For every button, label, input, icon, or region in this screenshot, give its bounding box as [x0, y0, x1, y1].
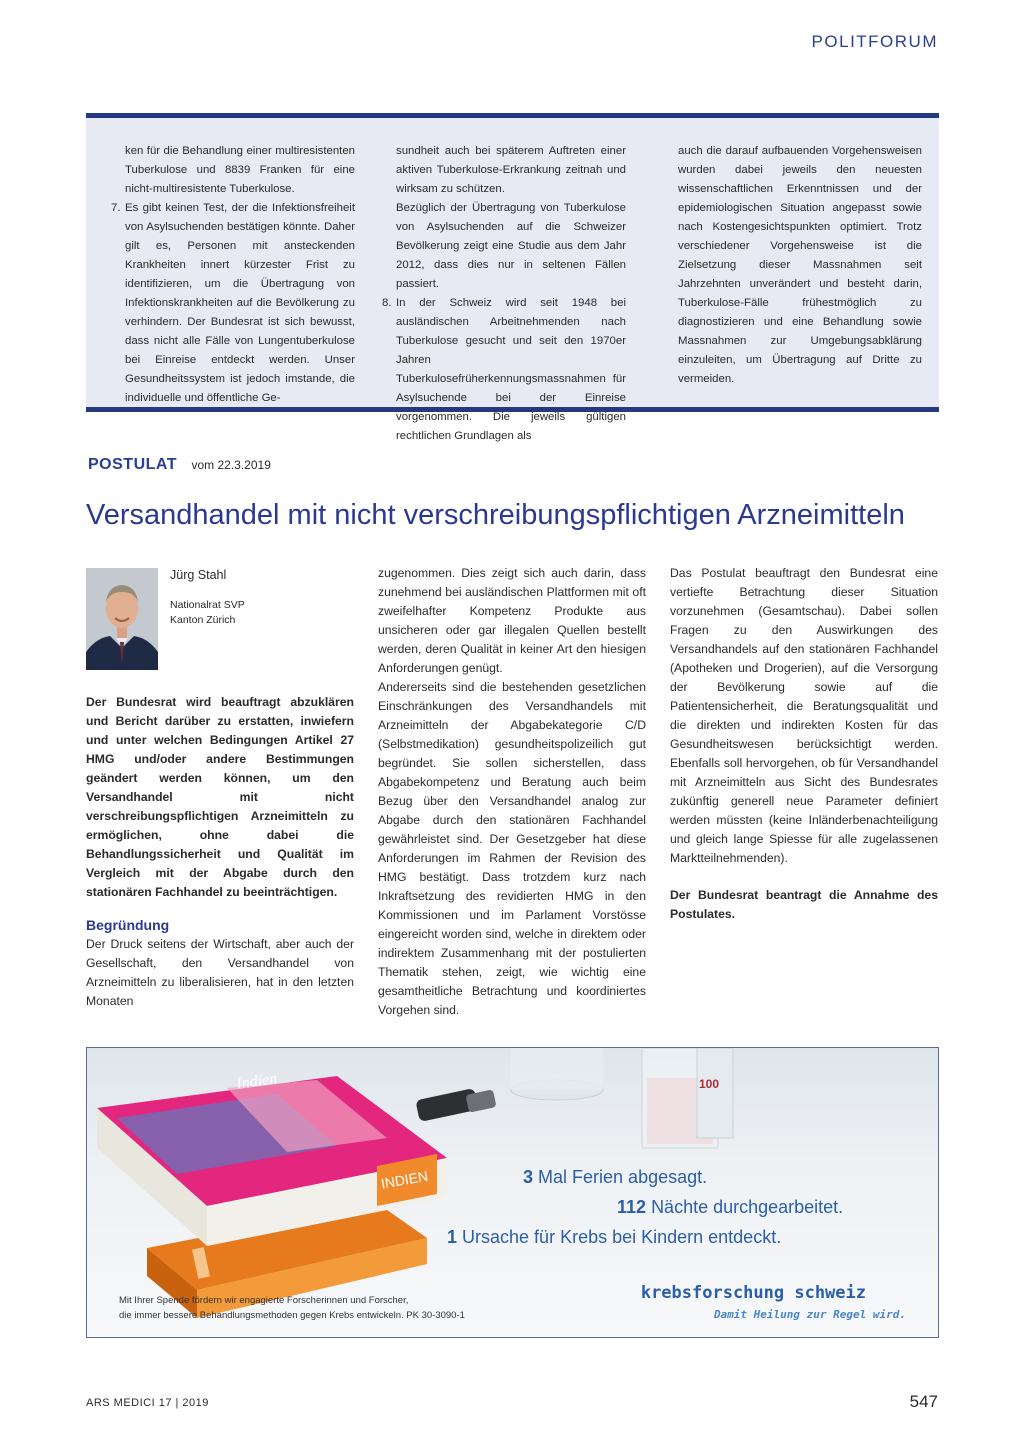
ad-text: Mal Ferien abgesagt.	[538, 1167, 708, 1187]
ad-fineprint-line: die immer bessere Behandlungsmethoden gegen Krebs entwickeln. PK 30-3090-1	[119, 1310, 465, 1321]
list-number: 7.	[111, 202, 121, 214]
list-text: Es gibt keinen Test, der die Infektionsfreiheit von Asylsuchenden bestätigen könnte. Daher gilt es, Personen mit ansteckenden Krankheiten innert kürzester Frist zu identifizieren, um die Übertragung von Infektionskrankheiten auf die Bevölkerung zu verhindern. Der Bundesrat ist sich bewusst, dass nicht alle Fälle von Lungentuberkulose bei Einreise entdeckt werden. Unser Gesundheitssystem ist jedoch imstande, die individuelle und öffentliche Ge-	[125, 202, 355, 404]
book-spine-title: INDIEN	[379, 1167, 430, 1192]
author-canton: Kanton Zürich	[170, 614, 236, 626]
box-list-item-8	[382, 294, 626, 446]
box-column-3	[678, 142, 922, 389]
closing-paragraph: Der Bundesrat beantragt die Annahme des Postulates.	[670, 888, 938, 921]
postulat-date: vom 22.3.2019	[191, 458, 271, 472]
ad-text: Ursache für Krebs bei Kindern entdeckt.	[462, 1227, 782, 1247]
continuation-box	[86, 113, 939, 442]
ad-number: 112	[617, 1197, 647, 1217]
ad-headline-2	[617, 1197, 843, 1218]
brand-logo: krebsforschung schweiz	[640, 1283, 866, 1303]
box-paragraph: sundheit auch bei späterem Auftreten einer aktiven Tuberkulose-Erkrankung zeitnah und wirksam zu schützen.	[396, 145, 626, 195]
box-column-1	[111, 142, 355, 408]
book-cover-title: Indien	[235, 1070, 279, 1093]
section-subhead: Begründung	[86, 917, 170, 933]
box-paragraph: auch die darauf aufbauenden Vorgehensweisen wurden dabei jeweils den neuesten wissenschaftlichen Erkenntnissen und der epidemiologischen Situation angepasst sowie nach Kostengesichtspunkten optimiert. Trotz verschiedener Vorgehensweise ist die Zielsetzung dieser Massnahmen seit Jahrzehnten unverändert und besteht darin, Tuberkulose-Fälle frühestmöglich zu diagnostizieren und eine Behandlung sowie Massnahmen zur Umgebungsabklärung einzuleiten, um Übertragung auf Dritte zu vermeiden.	[678, 145, 922, 385]
box-paragraph: Bezüglich der Übertragung von Tuberkulose von Asylsuchenden auf die Schweizer Bevölkerung zeigt eine Studie aus dem Jahr 2012, dass dies nur in seltenen Fällen passiert.	[396, 202, 626, 290]
author-photo	[86, 568, 158, 670]
box-paragraph: ken für die Behandlung einer multiresistenten Tuberkulose und 8839 Franken für eine nicht-multiresistente Tuberkulose.	[125, 145, 355, 195]
ad-headline-3	[447, 1227, 781, 1248]
advertisement[interactable]	[86, 1047, 939, 1338]
box-list-item-7	[111, 199, 355, 408]
ad-fineprint	[119, 1293, 465, 1323]
article-column-1	[86, 693, 354, 1011]
postulat-header	[88, 456, 271, 474]
lead-paragraph: Der Bundesrat wird beauftragt abzuklären und Bericht darüber zu erstatten, inwiefern und unter welchen Bedingungen Artikel 27 HMG und/oder andere Bestimmungen geändert werden können, um den Versandhandel mit nicht verschreibungspflichtigen Arzneimitteln zu ermöglichen, ohne dabei die Behandlungssicherheit und Qualität im Vergleich mit der Abgabe durch den stationären Fachhandel zu beeinträchtigen.	[86, 695, 354, 899]
list-number: 8.	[382, 297, 392, 309]
section-label: POLITFORUM	[811, 32, 938, 51]
body-paragraph: zugenommen. Dies zeigt sich auch darin, dass zunehmend bei ausländischen Plattformen mit oft zweifelhafter Kompetenz Produkte aus unsicheren oder gar illegalen Quellen bestellt werden, deren Qualität in keiner Art den hiesigen Anforderungen genügt.	[378, 566, 646, 675]
article-column-3	[670, 564, 938, 924]
author-role: Nationalrat SVP	[170, 599, 245, 611]
ad-text: Nächte durchgearbeitet.	[651, 1197, 844, 1217]
article-column-2	[378, 564, 646, 1020]
ad-fineprint-line: Mit Ihrer Spende fördern wir engagierte Forscherinnen und Forscher,	[119, 1295, 409, 1306]
brand-tagline: Damit Heilung zur Regel wird.	[713, 1308, 906, 1321]
ad-number: 3	[523, 1167, 534, 1187]
body-paragraph: Andererseits sind die bestehenden gesetzlichen Einschränkungen des Versandhandels mit Arzneimitteln der Abgabekategorie C/D (Selbstmedikation) gesundheitspolizeilich gut begründet. Sie sollen sicherstellen, dass Abgabekompetenz und Beratung auch beim Bezug über den Versandhandel analog zur Abgabe durch den stationären Fachhandel gewährleistet sind. Der Gesetzgeber hat diese Anforderungen im Rahmen der Revision des HMG bestätigt. Dass trotzdem kurz nach Inkraftsetzung des revidierten HMG in den Kommissionen und im Parlament Vorstösse eingereicht worden sind, welche in direktem oder indirektem Zusammenhang mit der postulierten Thematik stehen, zeigt, wie wichtig eine gesamtheitliche Betrachtung und koordiniertes Vorgehen sind.	[378, 680, 646, 1017]
article-title: Versandhandel mit nicht verschreibungspflichtigen Arzneimitteln	[86, 499, 905, 531]
body-paragraph: Das Postulat beauftragt den Bundesrat eine vertiefte Betrachtung dieser Situation vorzunehmen (Gesamtschau). Dabei sollen Fragen zu den Auswirkungen des Versandhandels auf den stationären Fachhandel (Apotheken und Drogerien), auf die Versorgung der Bevölkerung sowie auf die Patientensicherheit, die Beratungsqualität und die direkten und indirekten Kosten für das Gesundheitswesen berücksichtigt werden. Ebenfalls soll hervorgehen, ob für Versandhandel mit Arzneimitteln aus Sicht des Bundesrates zukünftig generell neue Parameter definiert werden müssten (keine Inländerbenachteiligung und gleich lange Spiesse für alle zugelassenen Marktteilnehmenden).	[670, 566, 938, 865]
author-meta	[170, 598, 245, 628]
body-paragraph: Der Druck seitens der Wirtschaft, aber auch der Gesellschaft, den Versandhandel von Arzneimitteln zu liberalisieren, hat in den letzten Monaten	[86, 937, 354, 1008]
glass-scale-mark: 100	[699, 1077, 720, 1091]
author-name: Jürg Stahl	[170, 568, 227, 582]
box-column-2	[382, 142, 626, 446]
list-text: In der Schweiz wird seit 1948 bei ausländischen Arbeitnehmenden nach Tuberkulose gesucht und seit den 1970er Jahren Tuberkulosefrüherkennungsmassnahmen für Asylsuchende bei der Einreise vorgenommen. Die jeweils gültigen rechtlichen Grundlagen als	[396, 297, 626, 442]
page-number: 547	[909, 1392, 938, 1411]
postulat-label: POSTULAT	[88, 456, 178, 473]
journal-footer: ARS MEDICI 17 | 2019	[86, 1397, 209, 1409]
portrait-image	[86, 568, 158, 670]
ad-headline-1	[523, 1167, 707, 1188]
ad-number: 1	[447, 1227, 458, 1247]
